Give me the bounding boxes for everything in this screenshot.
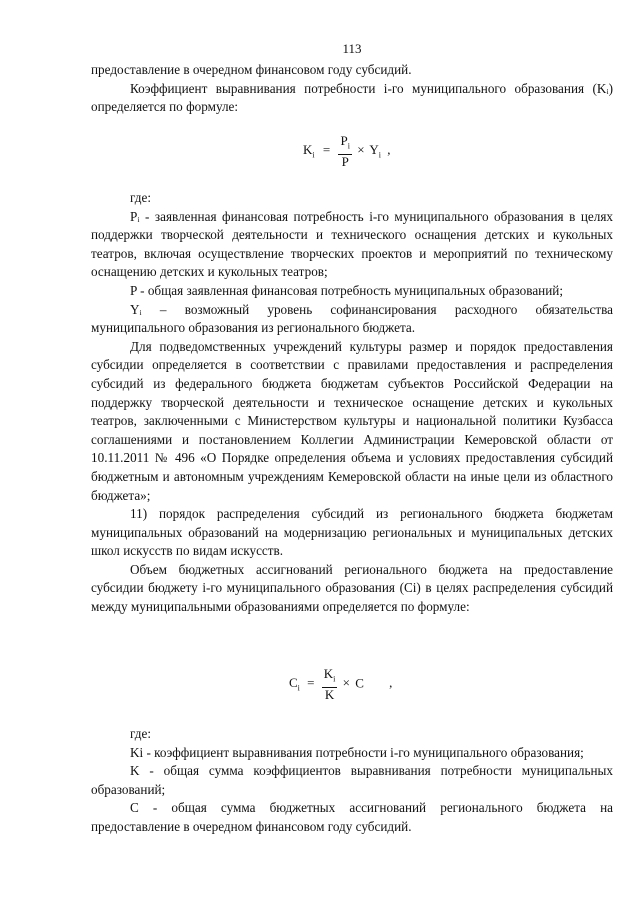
formula-k [91, 130, 613, 180]
formula-c-numerator: K [323, 666, 334, 681]
formula-c-denominator: K [324, 686, 335, 702]
paragraph-subordinate-institutions: Для подведомственных учреждений культуры размер и порядок предоставления субсидии определяется в соответствии с правилами предоставления и распределения субсидий из федерального бюджета бюджетам субъектов Российской Федерации на поддержку творческой деятельности и техническое оснащение детских и кукольных театров, заключенными с Министерством культуры и национальной политики Кузбасса соглашениями и постановлением Коллегии Администрации Кемеровской области от 10.11.2011 № 496 «О Порядке определения объема и условиях предоставления субсидий бюджетным и автономным учреждениям Кемеровской области на иные цели из областного бюджета»; [91, 338, 613, 503]
formula-c-fraction: $\frac{K_i}{K}$ [323, 666, 336, 702]
text-block-top [91, 61, 613, 117]
paragraph-k-intro: Коэффициент выравнивания потребности i-го муниципального образования (Kᵢ) определяется по формуле: [91, 80, 613, 115]
formula-c-lhs: $C_i$ [289, 675, 300, 693]
formula-c-times: × [342, 675, 350, 691]
text-block-definitions-2 [91, 725, 613, 837]
formula-k-numerator: P [340, 133, 348, 148]
formula-k-times: × [357, 142, 365, 158]
formula-k-equals: = [322, 142, 331, 158]
intro-line: предоставление в очередном финансовом году субсидий. [91, 62, 412, 77]
formula-k-rhs: $Y_i$ [369, 142, 381, 160]
formula-c [91, 667, 613, 717]
formula-c-comma: , [389, 675, 393, 691]
formula-k-denominator: P [341, 153, 349, 169]
formula-c-equals: = [307, 675, 315, 691]
definition-yi: Yᵢ – возможный уровень софинансирования расходного обязательства муниципального образования из регионального бюджета. [91, 301, 613, 336]
definition-p: P - общая заявленная финансовая потребность муниципальных образований; [130, 282, 564, 298]
formula-k-fraction: $\frac{P_i}{P}$ [340, 133, 350, 169]
text-block-definitions-1 [91, 189, 613, 617]
definition-pi: Pᵢ - заявленная финансовая потребность i-го муниципального образования в целях поддержки творческой деятельности и технического оснащения детских и кукольных театров, включая осуществление творческих проектов и мероприятий по техническому оснащению детских и кукольных театров; [91, 208, 613, 280]
where-label-2: где: [130, 726, 151, 741]
formula-k-lhs: $K_i$ [303, 142, 315, 160]
definition-c: C - общая сумма бюджетных ассигнований регионального бюджета на предоставление в очередном финансовом году субсидий. [91, 800, 613, 834]
paragraph-volume: Объем бюджетных ассигнований регионального бюджета на предоставление субсидии бюджету i-го муниципального образования (Ci) в целях распределения субсидий между муниципальными образованиями определяется по формуле: [91, 561, 613, 615]
definition-ki: Ki - коэффициент выравнивания потребности i-го муниципального образования; [130, 744, 584, 760]
paragraph-item-11: 11) порядок распределения субсидий из регионального бюджета бюджетам муниципальных образований на модернизацию региональных и муниципальных детских школ искусств по видам искусств. [91, 506, 613, 559]
formula-k-comma: , [387, 142, 391, 158]
formula-c-rhs: C [355, 675, 364, 691]
where-label-1: где: [130, 190, 151, 205]
page-number: 113 [342, 41, 362, 56]
definition-k: K - общая сумма коэффициентов выравнивания потребности муниципальных образований; [91, 763, 613, 797]
